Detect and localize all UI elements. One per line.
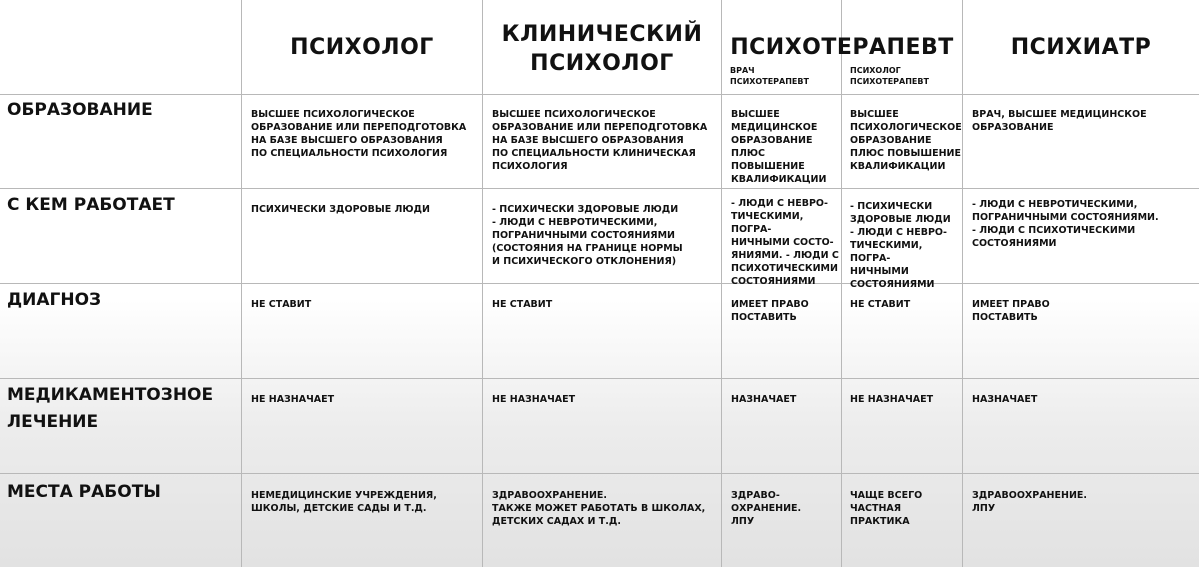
- cell-text: НЕ СТАВИТ: [492, 299, 553, 310]
- cell-text: ЗДРАВООХРАНЕНИЕ. ТАКЖЕ МОЖЕТ РАБОТАТЬ В ШКОЛАХ, ДЕТСКИХ САДАХ И Т.Д.: [492, 490, 706, 527]
- subheader-psychologist-psychotherapist: ПСИХОЛОГ ПСИХОТЕРАПЕВТ: [850, 66, 929, 86]
- row-label-who-works-with: С КЕМ РАБОТАЕТ: [7, 195, 175, 215]
- cell-text: НЕ НАЗНАЧАЕТ: [251, 394, 335, 405]
- cell-text: ЧАЩЕ ВСЕГО ЧАСТНАЯ ПРАКТИКА: [850, 490, 923, 527]
- header-clinical-psychologist: КЛИНИЧЕСКИЙ ПСИХОЛОГ: [501, 22, 703, 76]
- cell-text: ВЫСШЕЕ ПСИХОЛОГИЧЕСКОЕ ОБРАЗОВАНИЕ ИЛИ ПЕРЕПОДГОТОВКА НА БАЗЕ ВЫСШЕГО ОБРАЗОВАНИЯ ПО СПЕЦИАЛЬНОСТИ ПСИХОЛОГИЯ: [251, 109, 467, 159]
- header-psychotherapist: ПСИХОТЕРАПЕВТ: [730, 35, 954, 60]
- row-label-diagnosis: ДИАГНОЗ: [7, 290, 102, 310]
- cell-text: ВРАЧ, ВЫСШЕЕ МЕДИЦИНСКОЕ ОБРАЗОВАНИЕ: [972, 109, 1147, 133]
- row-divider: [0, 94, 1199, 95]
- cell-text: НАЗНАЧАЕТ: [731, 394, 797, 405]
- cell-text: НЕ НАЗНАЧАЕТ: [492, 394, 576, 405]
- row-label-workplaces: МЕСТА РАБОТЫ: [7, 482, 161, 502]
- cell-text: ЗДРАВО- ОХРАНЕНИЕ. ЛПУ: [731, 490, 802, 527]
- cell-text: - ЛЮДИ С НЕВРО- ТИЧЕСКИМИ, ПОГРА- НИЧНЫМИ СОСТО- ЯНИЯМИ. - ЛЮДИ С ПСИХОТИЧЕСКИМИ СОСТОЯНИЯМИ: [731, 198, 839, 287]
- row-divider: [0, 473, 1199, 474]
- cell-text: НЕ СТАВИТ: [251, 299, 312, 310]
- cell-text: ИМЕЕТ ПРАВО ПОСТАВИТЬ: [731, 299, 809, 323]
- cell-text: НЕ НАЗНАЧАЕТ: [850, 394, 934, 405]
- cell-text: ИМЕЕТ ПРАВО ПОСТАВИТЬ: [972, 299, 1050, 323]
- row-divider: [0, 283, 1199, 284]
- subheader-doctor-psychotherapist: ВРАЧ ПСИХОТЕРАПЕВТ: [730, 66, 809, 86]
- row-divider: [0, 378, 1199, 379]
- cell-text: - ПСИХИЧЕСКИ ЗДОРОВЫЕ ЛЮДИ - ЛЮДИ С НЕВРО- ТИЧЕСКИМИ, ПОГРА- НИЧНЫМИ СОСТОЯНИЯМИ: [850, 201, 951, 290]
- row-label-medication: МЕДИКАМЕНТОЗНОЕ ЛЕЧЕНИЕ: [7, 385, 214, 432]
- cell-text: НЕ СТАВИТ: [850, 299, 911, 310]
- header-psychiatrist: ПСИХИАТР: [1010, 35, 1152, 60]
- cell-text: ВЫСШЕЕ ПСИХОЛОГИЧЕСКОЕ ОБРАЗОВАНИЕ ИЛИ ПЕРЕПОДГОТОВКА НА БАЗЕ ВЫСШЕГО ОБРАЗОВАНИЯ ПО СПЕЦИАЛЬНОСТИ КЛИНИЧЕСКАЯ ПСИХОЛОГИЯ: [492, 109, 708, 172]
- cell-text: ВЫСШЕЕ ПСИХОЛОГИЧЕСКОЕ ОБРАЗОВАНИЕ ПЛЮС ПОВЫШЕНИЕ КВАЛИФИКАЦИИ: [850, 109, 962, 172]
- cell-text: НАЗНАЧАЕТ: [972, 394, 1038, 405]
- row-label-education: ОБРАЗОВАНИЕ: [7, 100, 153, 120]
- cell-text: ЗДРАВООХРАНЕНИЕ. ЛПУ: [972, 490, 1087, 514]
- row-divider: [0, 188, 1199, 189]
- cell-text: ПСИХИЧЕСКИ ЗДОРОВЫЕ ЛЮДИ: [251, 204, 430, 215]
- cell-text: - ЛЮДИ С НЕВРОТИЧЕСКИМИ, ПОГРАНИЧНЫМИ СОСТОЯНИЯМИ. - ЛЮДИ С ПСИХОТИЧЕСКИМИ СОСТОЯНИЯМИ: [972, 199, 1159, 249]
- cell-text: НЕМЕДИЦИНСКИЕ УЧРЕЖДЕНИЯ, ШКОЛЫ, ДЕТСКИЕ САДЫ И Т.Д.: [251, 490, 437, 514]
- cell-text: ВЫСШЕЕ МЕДИЦИНСКОЕ ОБРАЗОВАНИЕ ПЛЮС ПОВЫШЕНИЕ КВАЛИФИКАЦИИ: [731, 109, 827, 185]
- header-psychologist: ПСИХОЛОГ: [290, 35, 434, 60]
- cell-text: - ПСИХИЧЕСКИ ЗДОРОВЫЕ ЛЮДИ - ЛЮДИ С НЕВРОТИЧЕСКИМИ, ПОГРАНИЧНЫМИ СОСТОЯНИЯМИ (СОСТОЯНИЯ НА ГРАНИЦЕ НОРМЫ И ПСИХИЧЕСКОГО ОТКЛОНЕНИЯ): [492, 204, 683, 267]
